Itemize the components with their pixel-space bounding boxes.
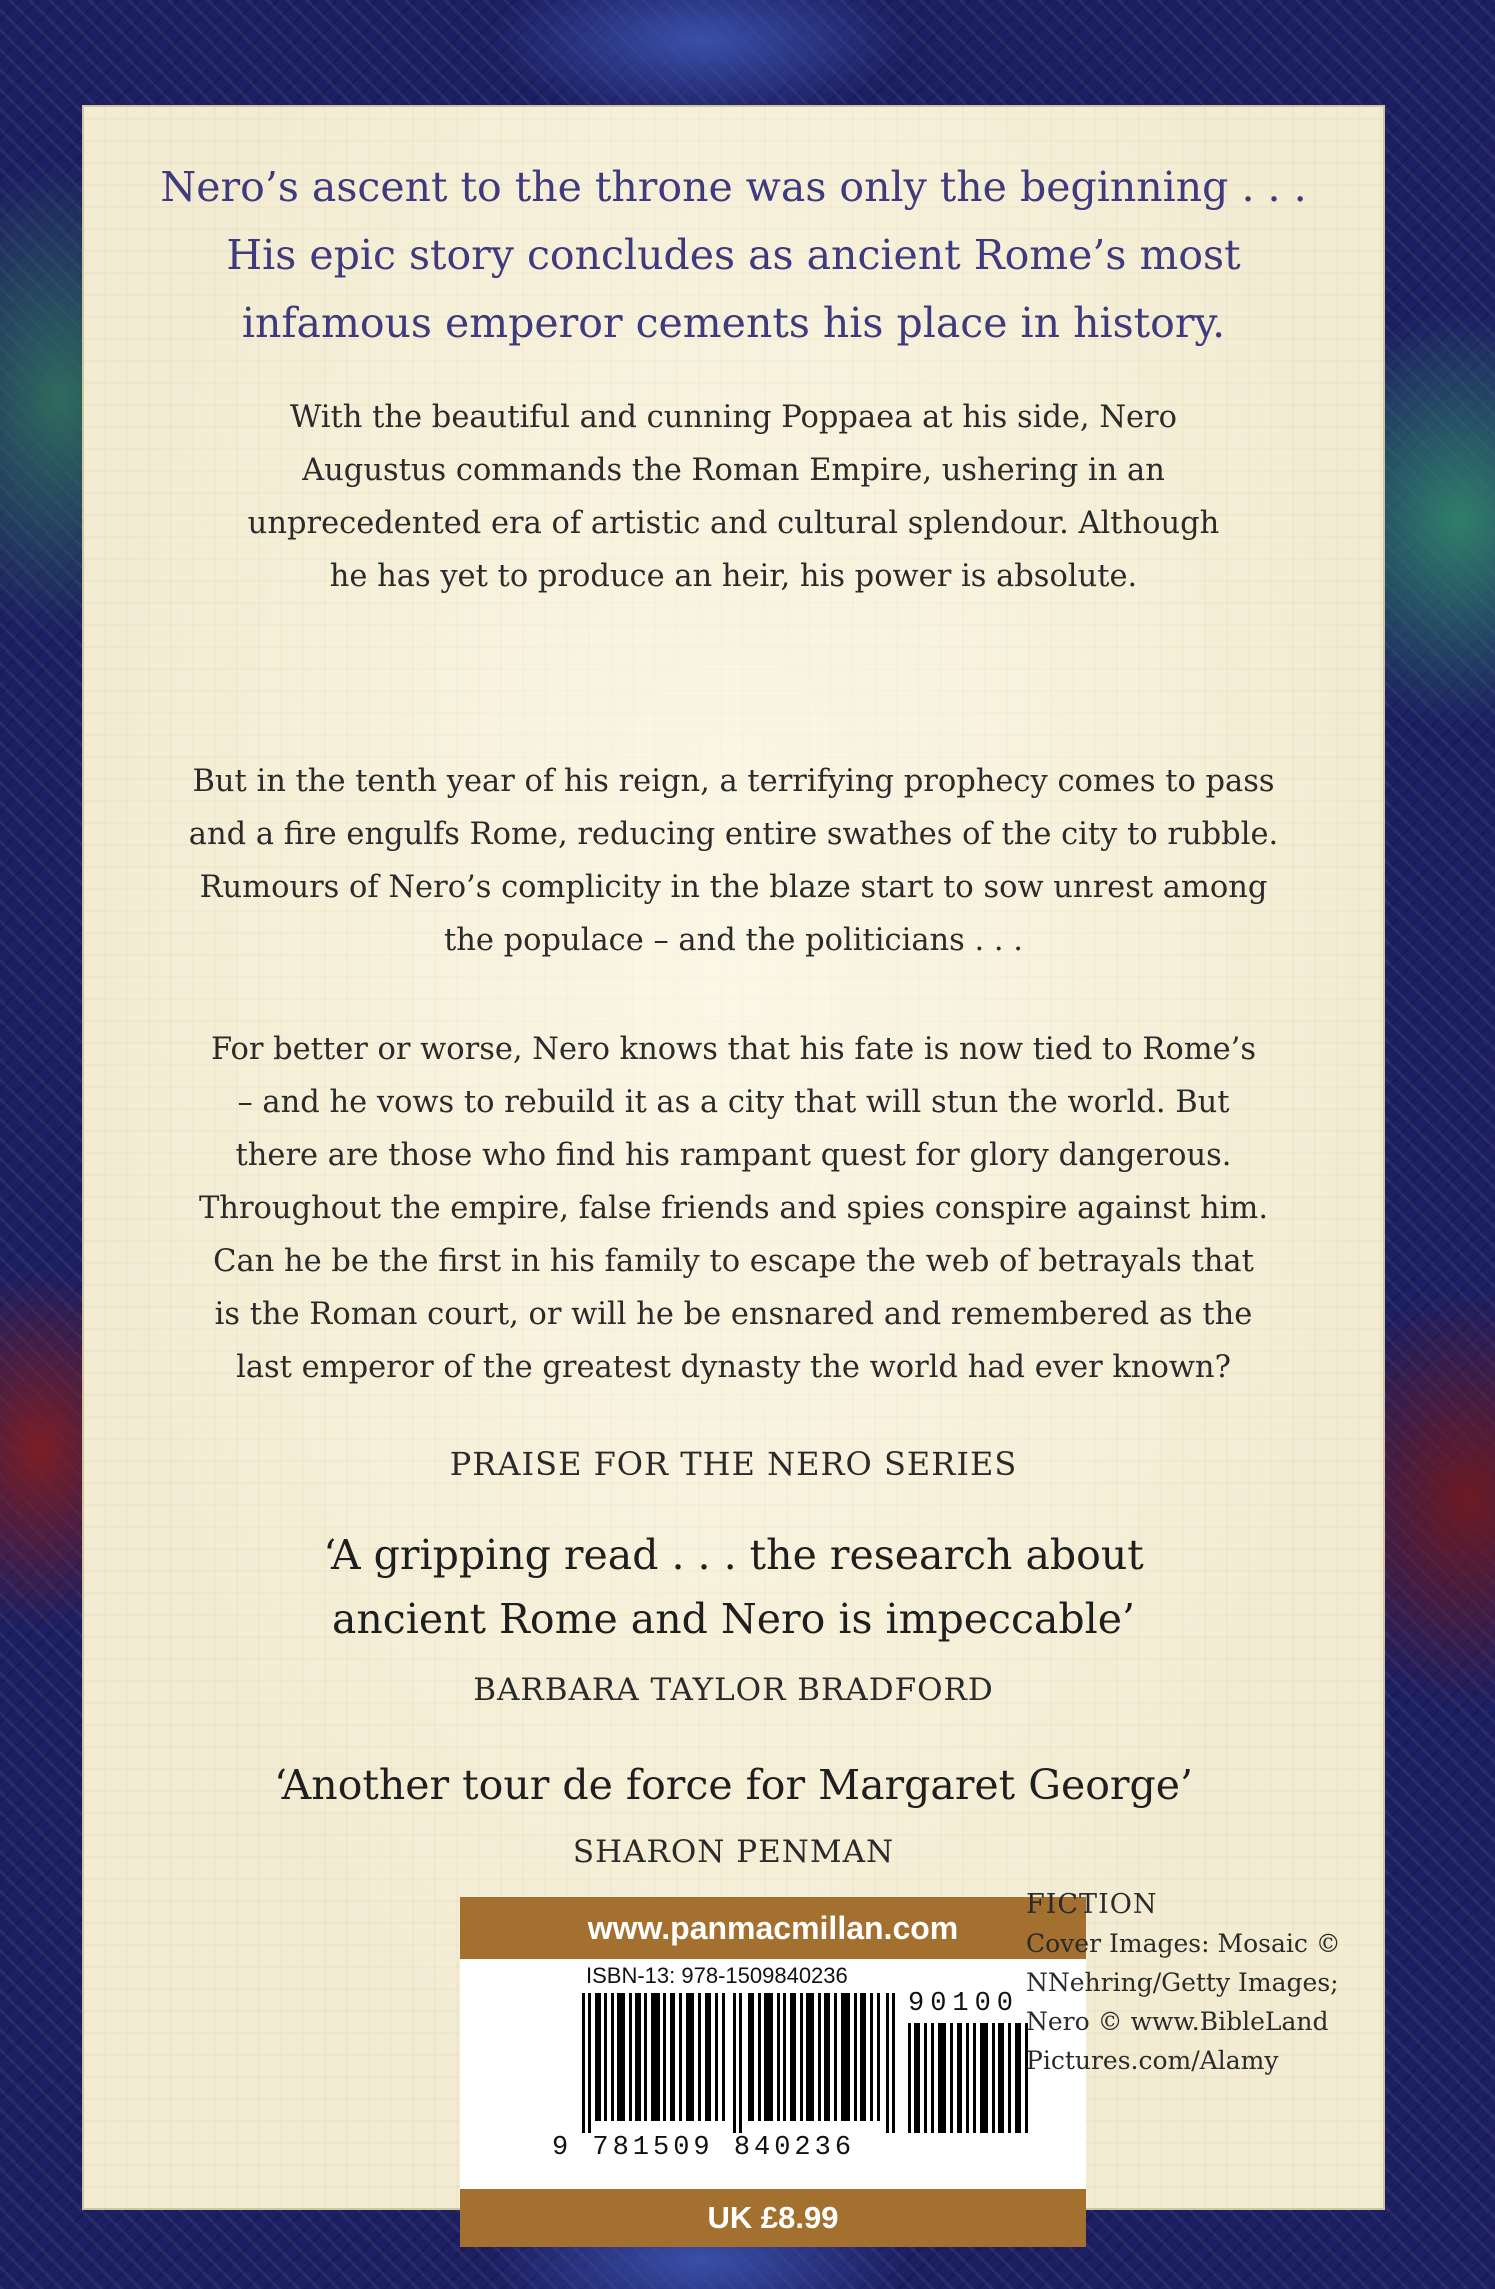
price-label: UK £8.99	[460, 2189, 1086, 2247]
blurb-line: Augustus commands the Roman Empire, ushering in an	[302, 453, 1165, 488]
blurb-line: and a fire engulfs Rome, reducing entire swathes of the city to rubble.	[188, 817, 1279, 852]
quote-line: ‘A gripping read . . . the research about	[323, 1531, 1144, 1579]
quote-line: ancient Rome and Nero is impeccable’	[331, 1595, 1136, 1643]
blurb-line: unprecedented era of artistic and cultural splendour. Although	[247, 506, 1220, 541]
tagline-line: infamous emperor cements his place in history.	[241, 299, 1226, 347]
blurb-line: Can he be the first in his family to escape the web of betrayals that	[213, 1244, 1254, 1279]
blurb-line: Rumours of Nero’s complicity in the blaze start to sow unrest among	[199, 870, 1268, 905]
blurb-line: the populace – and the politicians . . .	[444, 923, 1023, 958]
blurb-line: For better or worse, Nero knows that his fate is now tied to Rome’s	[210, 1032, 1257, 1067]
credit-line: NNehring/Getty Images;	[1026, 1968, 1339, 1997]
tagline-line: His epic story concludes as ancient Rome’s most	[226, 231, 1241, 279]
tagline	[82, 153, 1385, 357]
back-cover-panel	[82, 105, 1385, 2235]
blurb-line: last emperor of the greatest dynasty the world had ever known?	[236, 1350, 1231, 1385]
blurb-paragraph-1	[82, 391, 1385, 603]
blurb-line: he has yet to produce an heir, his power is absolute.	[329, 559, 1138, 594]
blurb-paragraph-3	[82, 1023, 1385, 1394]
review-author-2: SHARON PENMAN	[572, 1834, 895, 1870]
publisher-website: www.panmacmillan.com	[460, 1897, 1086, 1959]
credit-line: Cover Images: Mosaic ©	[1026, 1929, 1341, 1958]
credit-line: Nero © www.BibleLand	[1026, 2007, 1329, 2036]
blurb-line: – and he vows to rebuild it as a city that will stun the world. But	[237, 1085, 1230, 1120]
barcode-digits: 9 781509 840236	[552, 2133, 856, 2163]
barcode	[460, 1959, 1086, 2189]
blurb-paragraph-2	[82, 755, 1385, 967]
blurb-line: there are those who find his rampant quest for glory dangerous.	[235, 1138, 1232, 1173]
review-quote-2	[82, 1753, 1385, 1817]
quote-line: ‘Another tour de force for Margaret George’	[273, 1761, 1194, 1809]
blurb-line: is the Roman court, or will he be ensnared and remembered as the	[214, 1297, 1253, 1332]
isbn-label: ISBN-13: 978-1509840236	[586, 1963, 848, 1988]
blurb-line: But in the tenth year of his reign, a terrifying prophecy comes to pass	[192, 764, 1275, 799]
cover-credits	[1026, 1885, 1366, 2080]
barcode-addon-digits: 90100	[908, 1989, 1020, 2019]
review-author-1: BARBARA TAYLOR BRADFORD	[473, 1672, 994, 1708]
review-quote-1	[82, 1523, 1385, 1651]
barcode-addon-bars	[908, 2023, 1030, 2133]
genre-label: FICTION	[1026, 1889, 1158, 1920]
praise-heading: PRAISE FOR THE NERO SERIES	[449, 1445, 1018, 1483]
barcode-bars	[582, 1993, 898, 2133]
credit-line: Pictures.com/Alamy	[1026, 2046, 1279, 2075]
tagline-line: Nero’s ascent to the throne was only the beginning . . .	[160, 163, 1307, 211]
blurb-line: Throughout the empire, false friends and spies conspire against him.	[198, 1191, 1269, 1226]
blurb-line: With the beautiful and cunning Poppaea at his side, Nero	[289, 400, 1178, 435]
